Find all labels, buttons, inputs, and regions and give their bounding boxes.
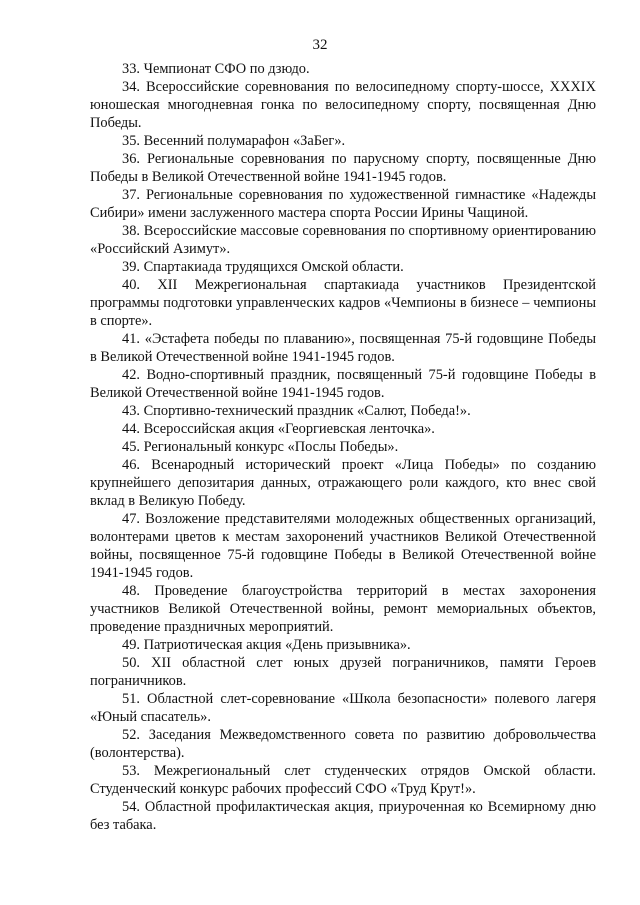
page-number: 32 [312,37,328,53]
list-item: 37. Региональные соревнования по художественной гимнастике «Надежды Сибири» имени заслуженного мастера спорта России Ирины Чащиной. [90,187,596,221]
list-item: 54. Областной профилактическая акция, приуроченная ко Всемирному дню без табака. [90,799,596,833]
list-item: 43. Спортивно-технический праздник «Салют, Победа!». [122,403,471,419]
list-item: 38. Всероссийские массовые соревнования по спортивному ориентированию «Российский Азимут». [90,223,596,257]
list-item: 48. Проведение благоустройства территорий в местах захоронения участников Великой Отечественной войны, ремонт мемориальных объектов, проведение праздничных мероприятий. [90,583,596,635]
list-item: 34. Всероссийские соревнования по велосипедному спорту-шоссе, XXXIX юношеская многодневная гонка по велосипедному спорту, посвященная Дню Победы. [90,79,596,131]
list-item: 33. Чемпионат СФО по дзюдо. [122,61,310,77]
list-item: 41. «Эстафета победы по плаванию», посвященная 75-й годовщине Победы в Великой Отечественной войне 1941-1945 годов. [90,331,596,365]
event-list [90,60,596,834]
list-item: 35. Весенний полумарафон «ЗаБег». [122,133,346,149]
list-item: 53. Межрегиональный слет студенческих отрядов Омской области. Студенческий конкурс рабочих профессий СФО «Труд Крут!». [90,763,596,797]
list-item: 45. Региональный конкурс «Послы Победы». [122,439,399,455]
list-item: 51. Областной слет-соревнование «Школа безопасности» полевого лагеря «Юный спасатель». [90,691,596,725]
list-item: 42. Водно-спортивный праздник, посвященный 75-й годовщине Победы в Великой Отечественной войне 1941-1945 годов. [90,367,596,401]
list-item: 52. Заседания Межведомственного совета по развитию добровольчества (волонтерства). [90,727,596,761]
list-item: 44. Всероссийская акция «Георгиевская ленточка». [122,421,435,437]
list-item: 39. Спартакиада трудящихся Омской области. [122,259,404,275]
list-item: 40. XII Межрегиональная спартакиада участников Президентской программы подготовки управленческих кадров «Чемпионы в бизнесе – чемпионы в спорте». [90,277,596,329]
list-item: 47. Возложение представителями молодежных общественных организаций, волонтерами цветов к местам захоронений участников Великой Отечественной войны, посвященное 75-й годовщине Победы в Великой Отечественной войне 1941-1945 годов. [90,511,596,581]
list-item: 50. XII областной слет юных друзей пограничников, памяти Героев пограничников. [90,655,596,689]
list-item: 36. Региональные соревнования по парусному спорту, посвященные Дню Победы в Великой Отечественной войне 1941-1945 годов. [90,151,596,185]
list-item: 49. Патриотическая акция «День призывника». [122,637,411,653]
list-item: 46. Всенародный исторический проект «Лица Победы» по созданию крупнейшего депозитария данных, отражающего роли каждого, кто внес свой вклад в Великую Победу. [90,457,596,509]
